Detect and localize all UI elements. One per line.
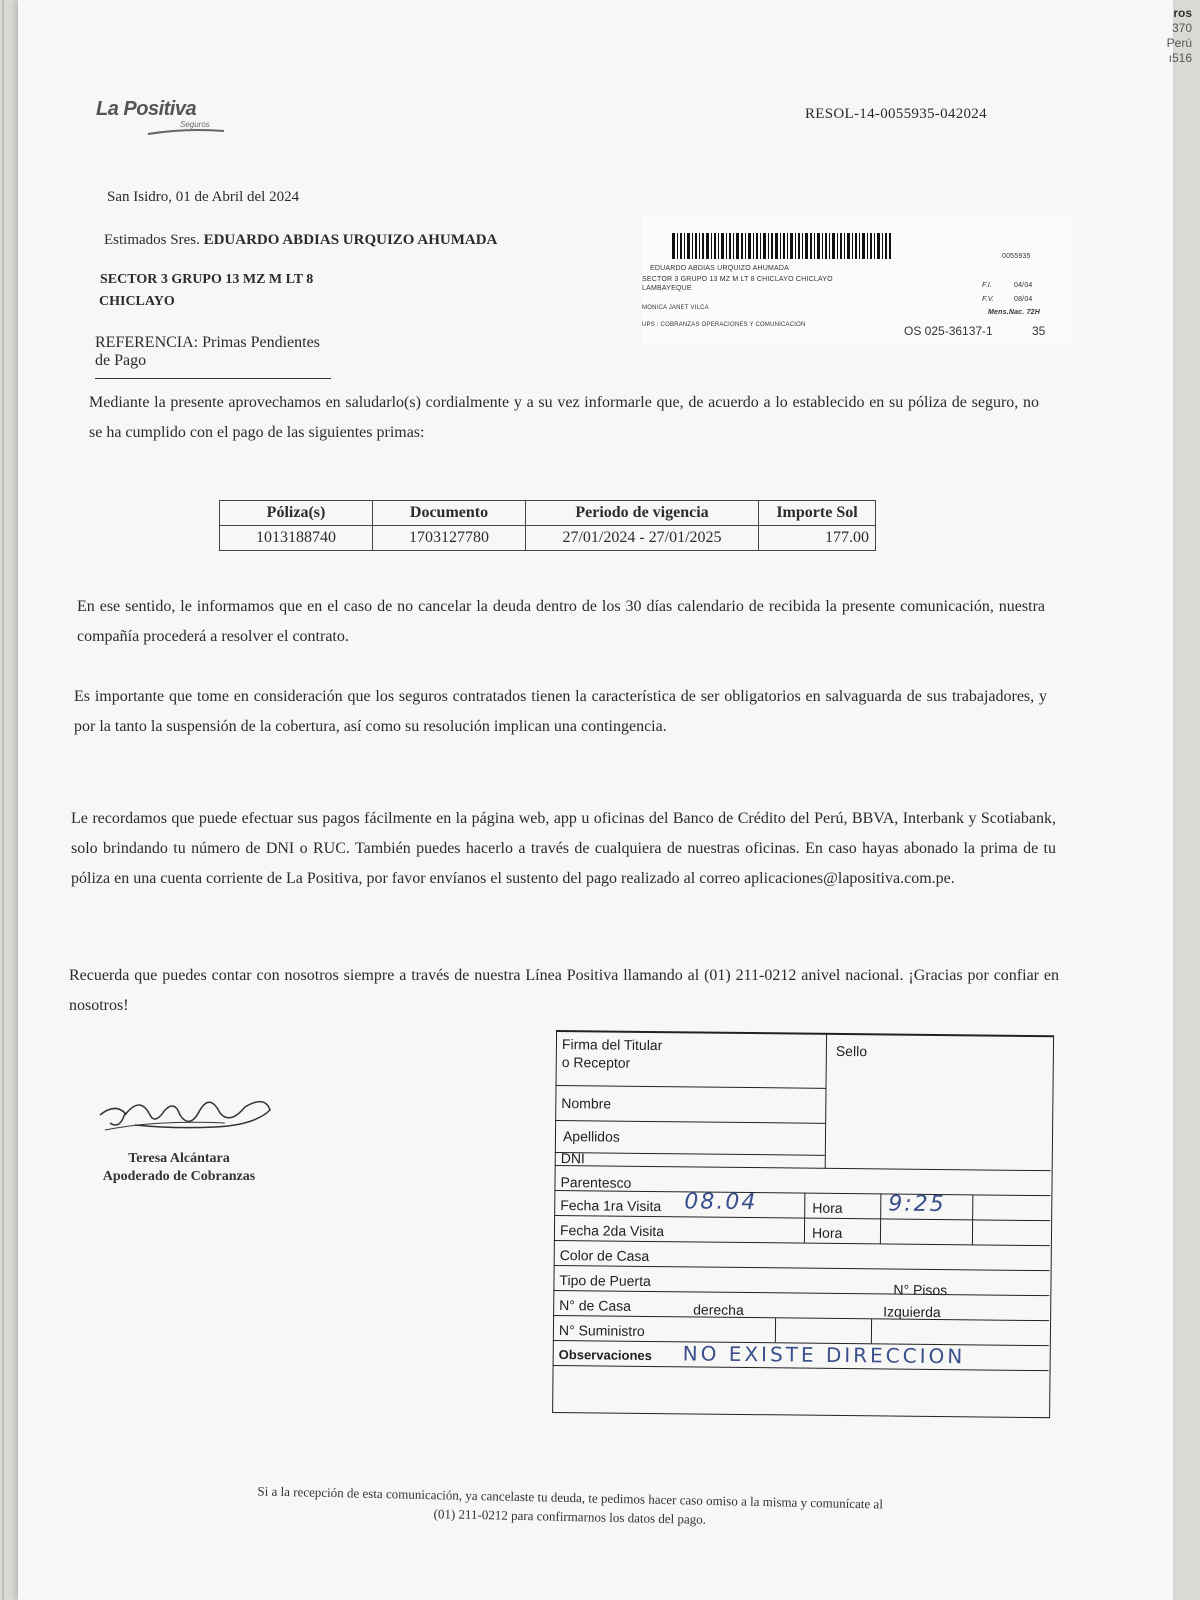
corner-text (1167, 6, 1192, 66)
form-tipo-label: Tipo de Puerta (559, 1272, 651, 1290)
corner-line: ros (1173, 6, 1192, 20)
form-fecha1-label: Fecha 1ra Visita (560, 1197, 662, 1215)
form-apellidos-label: Apellidos (562, 1128, 620, 1145)
address-line-1: SECTOR 3 GRUPO 13 MZ M LT 8 (100, 272, 314, 287)
form-hora2-label: Hora (811, 1224, 843, 1242)
logo-text: La Positiva (96, 98, 197, 120)
form-obs-value: NO EXISTE DIRECCION (682, 1341, 966, 1369)
corner-line: ı516 (1168, 51, 1192, 65)
form-hora1-label: Hora (812, 1199, 843, 1217)
delivery-form (552, 1036, 1056, 1415)
form-firma-label-2: o Receptor (561, 1054, 631, 1071)
col-header-importe: Importe Sol (759, 501, 876, 526)
logo-sub: Seguros (180, 120, 210, 129)
label-fi: F.I. (982, 282, 993, 289)
corner-line: Perú (1166, 36, 1192, 50)
reference-label: REFERENCIA: (95, 334, 199, 351)
barcode-icon (672, 233, 892, 259)
intro-paragraph: Mediante la presente aprovechamos en saludarlo(s) cordialmente y a su vez informarle que, de acuerdo a lo establecido en su póliza de seguro, no se ha cumplido con el pago de las siguientes primas: (89, 394, 1039, 441)
label-name: EDUARDO ABDIAS URQUIZO AHUMADA (650, 265, 790, 272)
label-code: 0055935 (1002, 253, 1031, 260)
label-fv: F.V. (982, 296, 995, 303)
premiums-table (219, 500, 876, 551)
corner-line: 370 (1171, 21, 1192, 35)
cell-poliza: 1013188740 (220, 526, 373, 551)
form-ncasa-label: N° de Casa (559, 1297, 632, 1314)
reference (95, 334, 331, 379)
form-fecha1-value: 08.04 (684, 1189, 758, 1216)
form-obs-label: Observaciones (558, 1347, 652, 1364)
paragraph-4: Recuerda que puedes contar con nosotros siempre a través de nuestra Línea Positiva llamando al (01) 211-0212 anivel nacional. ¡Gracias por confiar en nosotros! (69, 967, 1059, 1014)
table-row (220, 526, 876, 551)
form-izquierda-label: Izquierda (883, 1303, 941, 1321)
label-os: OS 025-36137-1 (904, 324, 993, 338)
footer-line-2: (01) 211-0212 para confirmarnos los datos del pago. (433, 1506, 707, 1527)
signer-name: Teresa Alcántara (128, 1151, 230, 1166)
address-line-2: CHICLAYO (99, 294, 175, 309)
label-addr1: SECTOR 3 GRUPO 13 MZ M LT 8 CHICLAYO CHICLAYO (642, 276, 833, 283)
table-header-row (220, 501, 876, 526)
form-fecha2-label: Fecha 2da Visita (559, 1222, 665, 1240)
greeting-prefix: Estimados Sres. (104, 232, 200, 248)
form-dni-label: DNI (560, 1150, 585, 1167)
form-suministro-label: N° Suministro (558, 1322, 645, 1339)
company-logo (96, 98, 236, 148)
cell-periodo: 27/01/2024 - 27/01/2025 (526, 526, 759, 551)
label-mens: Mens.Nac. 72H (988, 309, 1041, 316)
footer-line-1: Si a la recepción de esta comunicación, ya cancelaste tu deuda, te pedimos hacer caso omiso a la misma y comunícate al (257, 1483, 884, 1512)
signer-title: Apoderado de Cobranzas (102, 1169, 256, 1184)
cell-documento: 1703127780 (373, 526, 526, 551)
form-pisos-label: N° Pisos (893, 1281, 948, 1299)
label-fi-value: 04/04 (1014, 282, 1033, 289)
recipient-name: EDUARDO ABDIAS URQUIZO AHUMADA (203, 232, 498, 248)
label-addr2: LAMBAYEQUE (642, 285, 692, 292)
logo-swoosh-icon (146, 128, 226, 136)
label-os-num: 35 (1032, 324, 1046, 338)
paragraph-2: Es importante que tome en consideración que los seguros contratados tienen la característica de ser obligatorios en salvaguarda de sus trabajadores, y por la tanto la suspensión de la cobertura, así como su resolución implican una contingencia. (74, 688, 1047, 735)
col-header-periodo: Periodo de vigencia (526, 501, 759, 526)
label-fv-value: 08/04 (1014, 296, 1033, 303)
paragraph-3: Le recordamos que puede efectuar sus pagos fácilmente en la página web, app u oficinas del Banco de Crédito del Perú, BBVA, Interbank y Scotiabank, solo brindando tu número de DNI o RUC. También puedes hacerlo a través de cualquiera de nuestras oficinas. En caso hayas abonado la prima de tu póliza en una cuenta corriente de La Positiva, por favor envíanos el sustento del pago realizado al correo aplicaciones@lapositiva.com.pe. (71, 810, 1056, 887)
signature-icon (95, 1085, 275, 1145)
label-contact: MONICA JANET VILCA (642, 305, 709, 311)
signer-block (84, 1150, 274, 1186)
label-ups: UPS : COBRANZAS OPERACIONES Y COMUNICACION (642, 322, 806, 328)
form-sello-label: Sello (835, 1042, 868, 1060)
paragraph-1: En ese sentido, le informamos que en el caso de no cancelar la deuda dentro de los 30 días calendario de recibida la presente comunicación, nuestra compañía procederá a resolver el contrato. (77, 598, 1045, 645)
cell-importe: 177.00 (759, 526, 876, 551)
date-line: San Isidro, 01 de Abril del 2024 (107, 189, 300, 205)
col-header-documento: Documento (373, 501, 526, 526)
mail-label (642, 215, 1072, 343)
resolution-code: RESOL-14-0055935-042024 (805, 106, 987, 122)
form-nombre-label: Nombre (561, 1095, 612, 1112)
page-edge (2, 0, 4, 1600)
form-color-label: Color de Casa (559, 1247, 650, 1264)
form-firma-label-1: Firma del Titular (561, 1036, 663, 1054)
form-hora1-value: 9:25 (888, 1191, 946, 1218)
form-derecha-label: derecha (693, 1301, 744, 1318)
reference-text: Primas Pendientes de Pago (95, 334, 320, 369)
col-header-poliza: Póliza(s) (220, 501, 373, 526)
greeting (104, 232, 497, 249)
form-parentesco-label: Parentesco (560, 1174, 632, 1191)
